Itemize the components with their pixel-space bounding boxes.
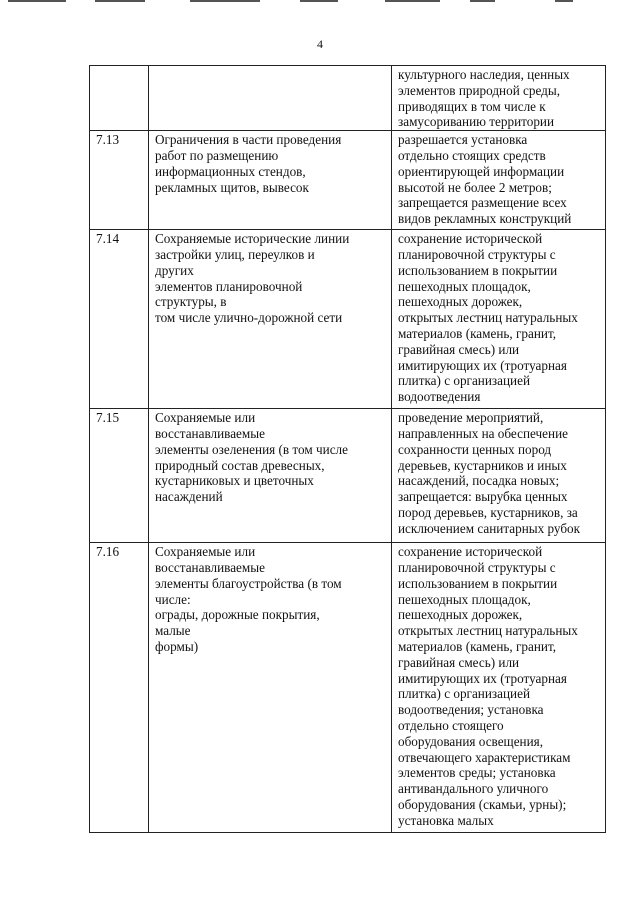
table-row [90,230,606,409]
table-row [90,131,606,230]
table-row [90,543,606,833]
item-name: Сохраняемые или восстанавливаемые элементы озеленения (в том числе природный состав древесных, кустарниковых и цветочных насаждений [149,409,392,543]
item-name: Сохраняемые или восстанавливаемые элементы благоустройства (в том числе: ограды, дорожные покрытия, малые формы) [149,543,392,833]
item-requirement: культурного наследия, ценных элементов природной среды, приводящих в том числе к замусориванию территории [392,66,606,131]
item-number: 7.14 [90,230,149,409]
page-number: 4 [317,37,323,51]
scan-edge-marks [0,0,640,3]
item-number: 7.16 [90,543,149,833]
item-number [90,66,149,131]
item-name [149,66,392,131]
item-requirement: разрешается установка отдельно стоящих средств ориентирующей информации высотой не более 2 метров; запрещается размещение всех видов рекламных конструкций [392,131,606,230]
table-row [90,66,606,131]
item-requirement: проведение мероприятий, направленных на обеспечение сохранности ценных пород деревьев, кустарников и иных насаждений, посадка новых; запрещается: вырубка ценных пород деревьев, кустарников, за исключением санитарных рубок [392,409,606,543]
regulations-table [89,65,606,833]
table-row [90,409,606,543]
item-requirement: сохранение исторической планировочной структуры с использованием в покрытии пешеходных площадок, пешеходных дорожек, открытых лестниц натуральных материалов (камень, гранит, гравийная смесь) или имитирующих их (тротуарная плитка) с организацией водоотведения; установка отдельно стоящего оборудования освещения, отвечающего характеристикам элементов среды; установка антивандального уличного оборудования (скамьи, урны); установка малых [392,543,606,833]
item-number: 7.13 [90,131,149,230]
item-number: 7.15 [90,409,149,543]
item-name: Сохраняемые исторические линии застройки улиц, переулков и других элементов планировочной структуры, в том числе улично-дорожной сети [149,230,392,409]
item-requirement: сохранение исторической планировочной структуры с использованием в покрытии пешеходных площадок, пешеходных дорожек, открытых лестниц натуральных материалов (камень, гранит, гравийная смесь) или имитирующих их (тротуарная плитка) с организацией водоотведения [392,230,606,409]
item-name: Ограничения в части проведения работ по размещению информационных стендов, рекламных щитов, вывесок [149,131,392,230]
